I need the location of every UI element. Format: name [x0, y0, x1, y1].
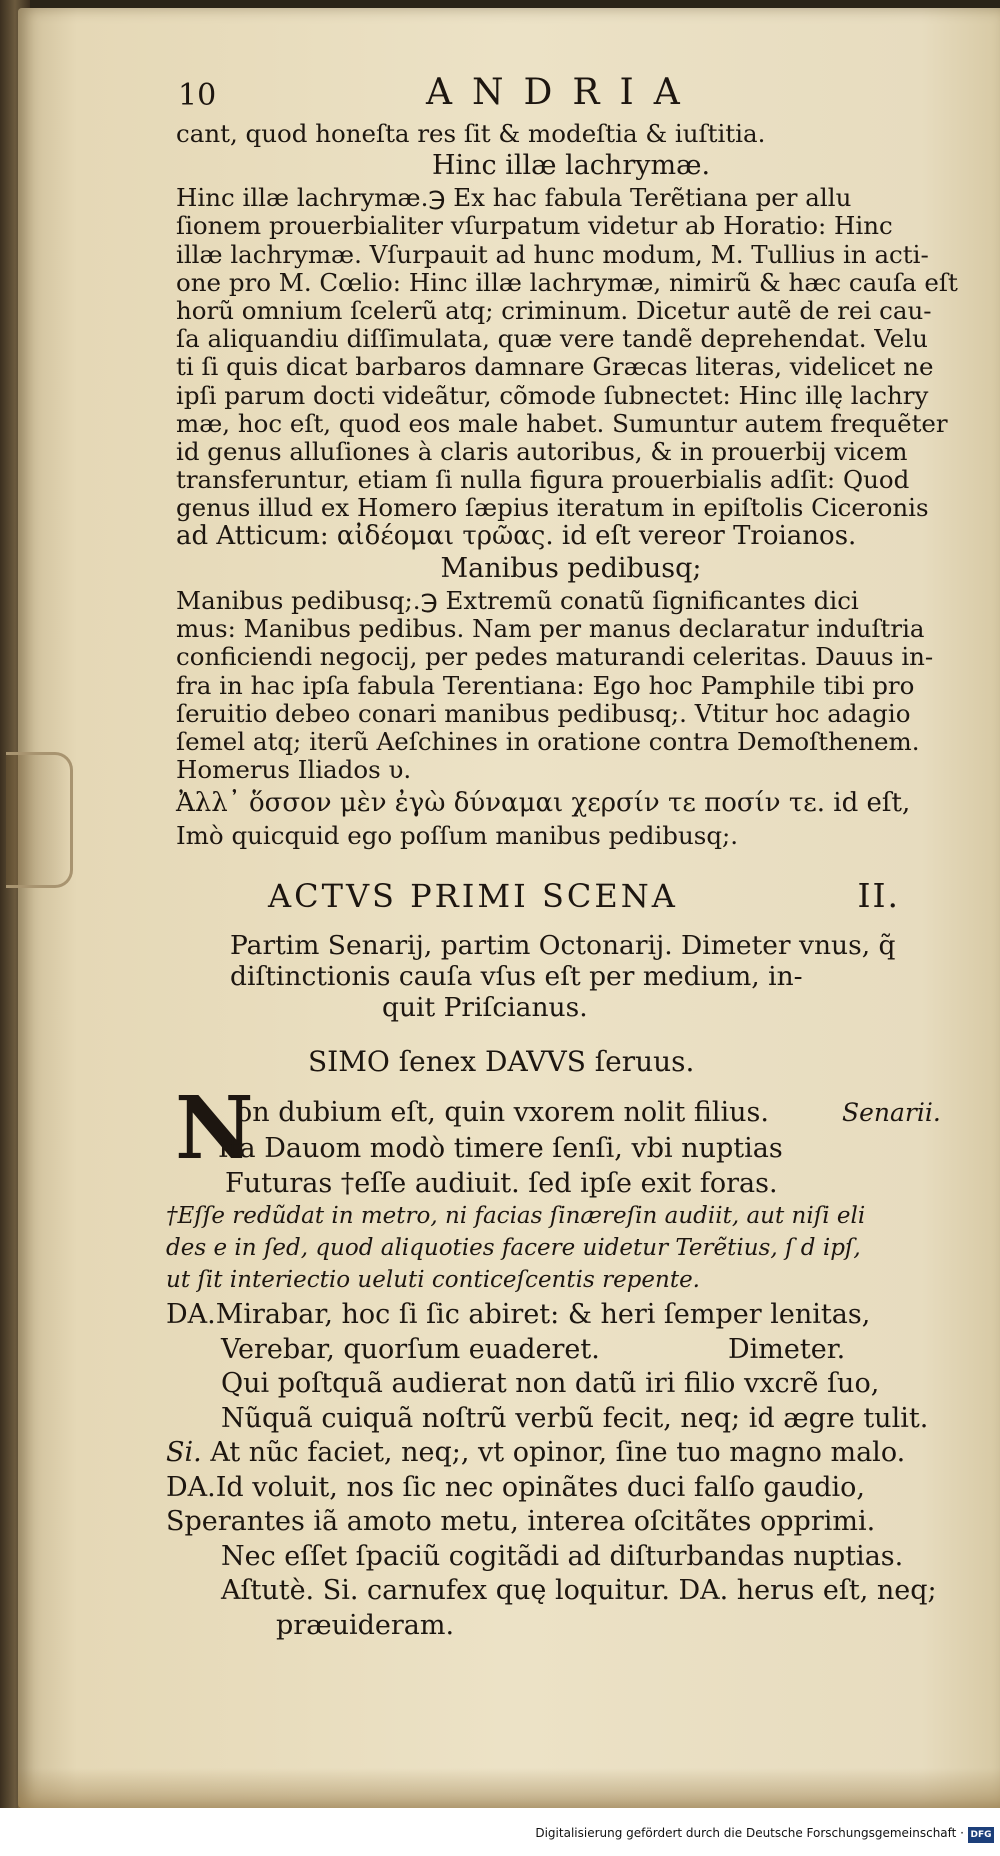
speech-line — [166, 1505, 966, 1540]
text-line: mæ, hoc eſt, quod eos male habet. Sumuntur autem frequẽter — [176, 408, 948, 438]
commentary-block-2 — [176, 551, 966, 851]
speaker-name: DA. — [166, 1471, 216, 1503]
running-title: ANDRIA — [426, 72, 700, 113]
text-line: Hinc illæ lachrymæ.℈ Ex hac fabula Terẽtiana per allu — [176, 183, 852, 213]
speech-text: Nec eſſet ſpaciũ cogitãdi ad diſturbandas nuptias. — [221, 1540, 904, 1572]
lemma-heading: Manibus pedibusq; — [440, 553, 702, 584]
dfg-logo: DFG — [968, 1827, 994, 1843]
text-line: diſtinctionis cauſa vſus eſt per medium, in- — [230, 961, 803, 992]
speech-text: Verebar, quorſum euaderet. — [221, 1333, 600, 1365]
text-line: ti ſi quis dicat barbaros damnare Græcas literas, videlicet ne — [176, 352, 934, 382]
text-line: quit Priſcianus. — [382, 992, 588, 1023]
text-line: Homerus Iliados υ. — [176, 755, 412, 785]
speech-line — [166, 1609, 966, 1644]
text-line: ſeruitio debeo conari manibus pedibusq;. Vtitur hoc adagio — [176, 698, 911, 728]
text-line: ad Atticum: αἰδέομαι τρῶας. id eſt vereor Troianos. — [176, 521, 857, 552]
text-line: transferuntur, etiam ſi nulla figura prouerbialis adſit: Quod — [176, 465, 910, 495]
text-line: mus: Manibus pedibus. Nam per manus declaratur induſtria — [176, 614, 925, 644]
speaker-name: DA. — [166, 1299, 216, 1330]
speaker-name: Si. — [166, 1437, 202, 1468]
edge-stain — [18, 1768, 1000, 1808]
speech-text: Sperantes iã amoto metu, interea oſcitãtes opprimi. — [166, 1506, 876, 1537]
text-line: genus illud ex Homero ſæpius iteratum in epiſtolis Ciceronis — [176, 493, 929, 523]
speech-line — [166, 1540, 966, 1575]
verse-line: Futuras †eſſe audiuit. ſed ipſe exit foras. — [225, 1167, 778, 1199]
verse-line: on dubium eſt, quin vxorem nolit filius. — [236, 1097, 769, 1128]
footer-band — [0, 1808, 1000, 1856]
speech-line — [166, 1333, 966, 1368]
funding-credit: Digitalisierung gefördert durch die Deutsche Forschungsgemeinschaft · — [535, 1826, 964, 1840]
speech-line — [166, 1471, 966, 1506]
text-line: ipſi parum docti videãtur, cõmode ſubnectet: Hinc illę lachry — [176, 380, 929, 410]
dialogue — [166, 1298, 966, 1643]
meter-note — [230, 930, 970, 1023]
speech-text: Qui poſtquã audierat non datũ iri filio vxcrẽ ſuo, — [221, 1368, 880, 1399]
text-line: horũ omnium ſcelerũ atq; criminum. Dicetur autẽ de rei cau- — [176, 295, 932, 325]
commentary-block-1 — [176, 120, 966, 551]
text-line: conficiendi negocij, per pedes maturandi celeritas. Dauus in- — [176, 642, 934, 672]
text-line: ſemel atq; iterũ Aeſchines in oratione contra Demoſthenem. — [176, 726, 920, 756]
gloss-line: †Eſſe redũdat in metro, ni facias ſinæreſin audiit, aut niſi eli — [166, 1203, 866, 1229]
text-line: Manibus pedibusq;.℈ Extremũ conatũ ſignificantes dici — [176, 586, 859, 615]
text-line: ſa aliquandiu diſſimulata, quæ vere tandẽ deprehendat. Velu — [176, 324, 928, 354]
scene-number: II. — [857, 876, 900, 915]
gloss-line: ut ſit interiectio ueluti conticeſcentis repente. — [166, 1267, 700, 1293]
meter-annotation: Dimeter. — [728, 1333, 846, 1365]
greek-quote: Ἀλλ᾽ ὅσσον μὲν ἐγὼ δύναμαι χερσίν τε ποσίν τε. id eſt, — [176, 788, 911, 819]
text-line: fra in hac ipſa fabula Terentiana: Ego hoc Pamphile tibi pro — [176, 670, 915, 700]
speech-line — [166, 1298, 966, 1333]
verse-group — [218, 1132, 938, 1201]
speech-text: præuideram. — [276, 1609, 455, 1641]
page-number: 10 — [178, 78, 217, 113]
binding-clasp — [6, 752, 73, 888]
text-line: Partim Senarij, partim Octonarij. Dimeter vnus, q̃ — [230, 930, 896, 961]
scene-heading — [268, 876, 928, 920]
speech-line — [166, 1574, 966, 1609]
dramatis-personae: SIMO ſenex DAVVS ſeruus. — [308, 1045, 695, 1078]
text-line: Imò quicquid ego poſſum manibus pedibusq;. — [176, 821, 739, 851]
text-line: one pro M. Cœlio: Hinc illæ lachrymæ, nimirũ & hæc cauſa eſt — [176, 267, 958, 297]
text-line: illæ lachrymæ. Vſurpauit ad hunc modum, M. Tullius in acti- — [176, 239, 929, 269]
page-header — [178, 72, 768, 114]
scene-title: ACTVS PRIMI SCENA — [268, 877, 678, 915]
speech-line — [166, 1402, 966, 1437]
verse-line: Ita Dauom modò timere ſenſi, vbi nuptias — [218, 1133, 783, 1164]
text-line: id genus alluſiones à claris autoribus, & in prouerbij vicem — [176, 436, 908, 466]
speech-line — [166, 1436, 966, 1471]
speech-text: Aſtutè. Si. carnufex quę loquitur. DA. herus eſt, neq; — [221, 1575, 937, 1606]
speech-text: At nũc faciet, neq;, vt opinor, ſine tuo magno malo. — [210, 1437, 906, 1468]
gloss — [166, 1200, 966, 1296]
text-line: cant, quod honeſta res ſit & modeſtia & iuſtitia. — [176, 119, 766, 148]
speech-line — [166, 1367, 966, 1402]
drop-cap: N — [175, 1078, 254, 1179]
gloss-line: des e in ſed, quod aliquoties facere uidetur Terẽtius, ſ d ipſ, — [166, 1235, 861, 1261]
meter-annotation: Senarii. — [842, 1098, 941, 1127]
speech-text: Nũquã cuiquã noſtrũ verbũ fecit, neq; id ægre tulit. — [221, 1402, 929, 1434]
speech-text: Id voluit, nos ſic nec opinãtes duci falſo gaudio, — [215, 1471, 865, 1503]
text-line: ſionem prouerbialiter vſurpatum videtur ab Horatio: Hinc — [176, 211, 893, 241]
speech-text: Mirabar, hoc ſi ſic abiret: & heri ſemper lenitas, — [215, 1299, 871, 1330]
lemma-heading: Hinc illæ lachrymæ. — [431, 150, 711, 182]
